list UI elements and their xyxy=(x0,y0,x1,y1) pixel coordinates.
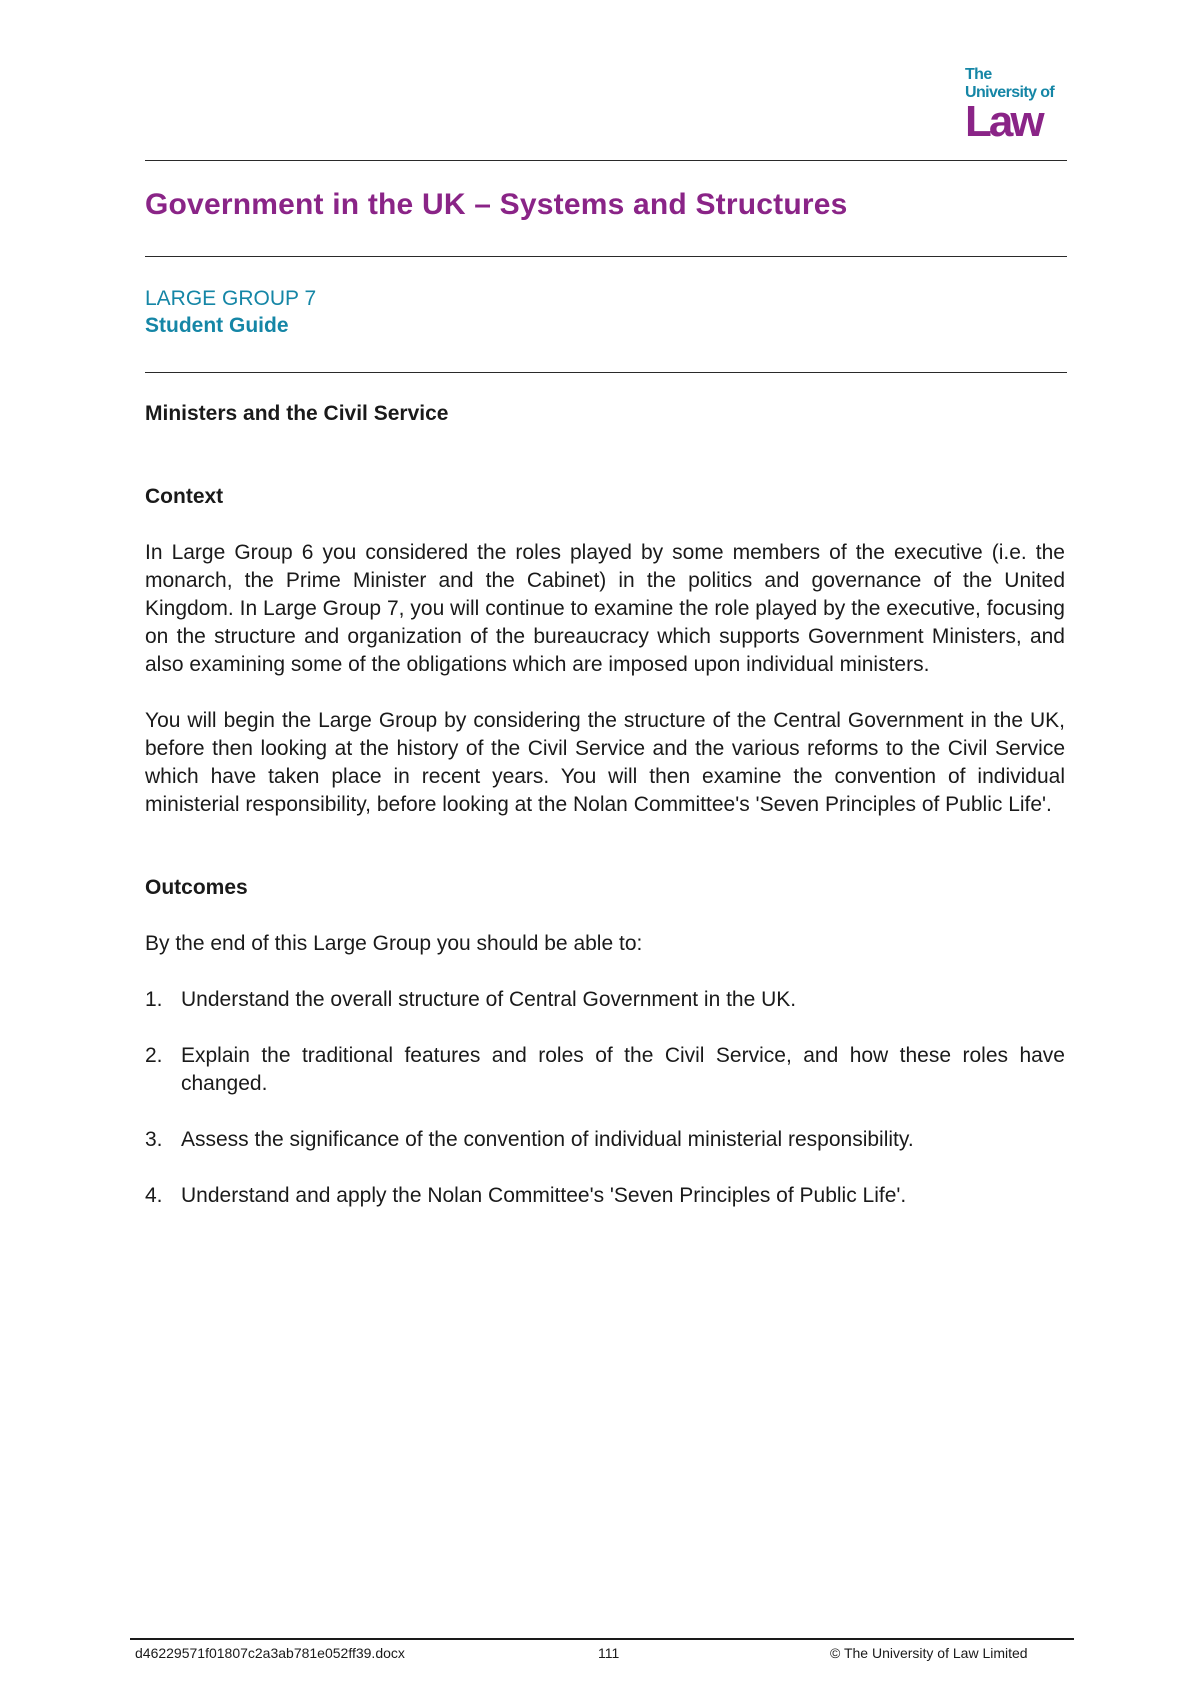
outcome-number: 4. xyxy=(145,1184,163,1207)
header-divider-top xyxy=(145,160,1067,161)
document-title: Government in the UK – Systems and Structures xyxy=(145,188,848,221)
outcome-text: Assess the significance of the convention of individual ministerial responsibility. xyxy=(181,1128,914,1151)
outcome-item xyxy=(145,1126,1065,1154)
context-heading: Context xyxy=(145,485,224,508)
outcome-number: 2. xyxy=(145,1044,163,1067)
section-heading: Ministers and the Civil Service xyxy=(145,402,449,425)
header-divider-bottom xyxy=(145,372,1067,373)
outcomes-heading: Outcomes xyxy=(145,876,248,899)
logo-text-the: The xyxy=(965,66,992,83)
outcome-number: 3. xyxy=(145,1128,163,1151)
outcome-item xyxy=(145,1182,1065,1210)
session-type: Student Guide xyxy=(145,314,289,337)
outcome-text: Explain the traditional features and roles of the Civil Service, and how these roles have changed. xyxy=(181,1044,1065,1095)
header-divider-middle xyxy=(145,256,1067,257)
outcomes-list xyxy=(145,986,1065,1210)
outcome-text: Understand the overall structure of Central Government in the UK. xyxy=(181,988,797,1011)
footer-copyright: © The University of Law Limited xyxy=(830,1645,1028,1661)
footer-page-number: 111 xyxy=(598,1645,620,1661)
university-of-law-logo xyxy=(965,66,1065,148)
footer-divider xyxy=(130,1638,1074,1640)
context-paragraph: You will begin the Large Group by considering the structure of the Central Government in the UK, before then looking at the history of the Civil Service and the various reforms to the Civil Service which have taken place in recent years. You will then examine the convention of individual ministerial responsibility, before looking at the Nolan Committee's 'Seven Principles of Public Life'. xyxy=(145,709,1065,816)
document-body xyxy=(145,400,1065,1238)
logo-text-university-of: University of xyxy=(965,84,1055,101)
outcome-text: Understand and apply the Nolan Committee's 'Seven Principles of Public Life'. xyxy=(181,1184,907,1207)
outcome-item xyxy=(145,986,1065,1014)
outcome-item xyxy=(145,1042,1065,1098)
context-paragraph: In Large Group 6 you considered the roles played by some members of the executive (i.e. the monarch, the Prime Minister and the Cabinet) in the politics and governance of the United Kingdom. In Large Group 7, you will continue to examine the role played by the executive, focusing on the structure and organization of the bureaucracy which supports Government Ministers, and also examining some of the obligations which are imposed upon individual ministers. xyxy=(145,541,1065,676)
session-code: LARGE GROUP 7 xyxy=(145,287,317,310)
footer-filename: d46229571f01807c2a3ab781e052ff39.docx xyxy=(135,1645,405,1661)
outcomes-intro: By the end of this Large Group you should be able to: xyxy=(145,932,643,955)
logo-text-law: Law xyxy=(965,97,1042,146)
outcome-number: 1. xyxy=(145,988,163,1011)
